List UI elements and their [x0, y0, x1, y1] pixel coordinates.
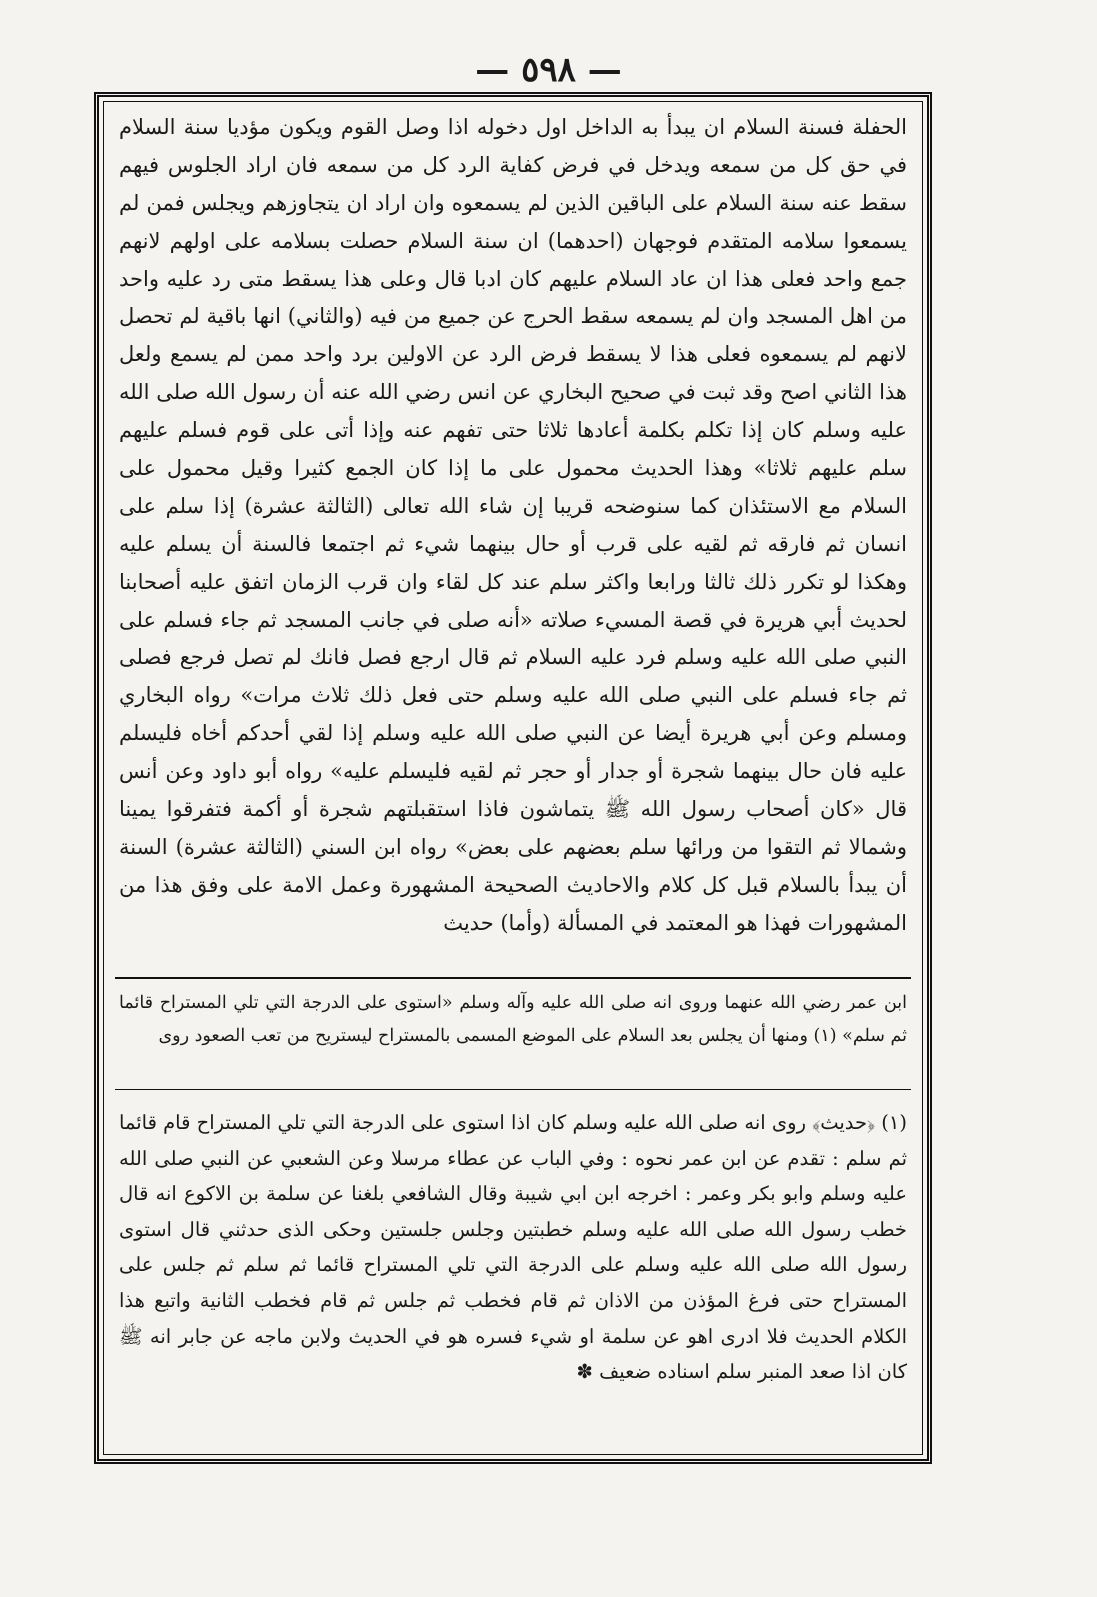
continuation-text-block — [119, 987, 907, 1073]
page-frame — [94, 92, 932, 1464]
footnote-block — [119, 1105, 907, 1445]
page-number: — ٥٩٨ — — [475, 50, 622, 90]
footnote-text: (١) ﴿حديث﴾ روى انه صلى الله عليه وسلم كان اذا استوى على الدرجة التي تلي المستراح قام قائما ثم سلم : تقدم عن ابن عمر نحوه : وفي الباب عن عطاء مرسلا وعن الشعبي عن النبي صلى الله عليه وسلم وابو بكر وعمر : اخرجه ابن ابي شيبة وقال الشافعي بلغنا عن سلمة بن الاكوع انه قال خطب رسول الله صلى الله عليه وسلم خطبتين وجلس جلستين وحكى الذى حدثني قال استوى رسول الله صلى الله عليه وسلم على الدرجة التي تلي المستراح قائما ثم سلم ثم جلس على المستراح حتى فرغ المؤذن من الاذان ثم قام فخطب ثم جلس ثم قام فخطب الثانية واتبع هذا الكلام الحديث فلا ادرى اهو عن سلمة او شيء فسره هو في الحديث ولابن ماجه عن جابر انه ﷺ كان اذا صعد المنبر سلم اسناده ضعيف ✽ — [119, 1111, 907, 1384]
continuation-text: ابن عمر رضي الله عنهما وروى انه صلى الله عليه وآله وسلم «استوى على الدرجة التي تلي المستراح قائما ثم سلم» (١) ومنها أن يجلس بعد السلام على الموضع المسمى بالمستراح ليستريح من تعب الصعود روى — [119, 993, 907, 1047]
footnote-divider — [115, 1089, 911, 1090]
main-divider — [115, 977, 911, 979]
main-text-block — [119, 109, 907, 963]
main-text: الحفلة فسنة السلام ان يبدأ به الداخل اول دخوله اذا وصل القوم ويكون مؤديا سنة السلام في حق كل من سمعه ويدخل في فرض كفاية الرد كل من سمعه فان اراد الجلوس فيهم سقط عنه سنة السلام على الباقين الذين لم يسمعوه وان اراد ان يتجاوزهم ويجلس فمن لم يسمعوا سلامه المتقدم فوجهان (احدهما) ان سنة السلام حصلت بسلامه على اولهم لانهم جمع واحد فعلى هذا ان عاد السلام عليهم كان ادبا قال وعلى هذا يسقط متى رد عليه واحد من اهل المسجد وان لم يسمعه سقط الحرج عن جميع من فيه (والثاني) انها باقية لم تحصل لانهم لم يسمعوه فعلى هذا لا يسقط فرض الرد عن الاولين برد واحد ممن لم يسمع ولعل هذا الثاني اصح وقد ثبت في صحيح البخاري عن انس رضي الله عنه أن رسول الله صلى الله عليه وسلم كان إذا تكلم بكلمة أعادها ثلاثا حتى تفهم عنه وإذا أتى على قوم فسلم عليهم سلم عليهم ثلاثا» وهذا الحديث محمول على ما إذا كان الجمع كثيرا وقيل محمول على السلام مع الاستئذان كما سنوضحه قريبا إن شاء الله تعالى (الثالثة عشرة) إذا سلم على انسان ثم فارقه ثم لقيه على قرب أو حال بينهما شيء ثم اجتمعا فالسنة أن يسلم عليه وهكذا لو تكرر ذلك ثالثا ورابعا واكثر سلم عند كل لقاء وان قرب الزمان اتفق عليه أصحابنا لحديث أبي هريرة في قصة المسيء صلاته «أنه صلى في جانب المسجد ثم جاء فسلم على النبي صلى الله عليه وسلم فرد عليه السلام ثم قال ارجع فصل فانك لم تصل فرجع فصلى ثم جاء فسلم على النبي صلى الله عليه وسلم حتى فعل ذلك ثلاث مرات» رواه البخاري ومسلم وعن أبي هريرة أيضا عن النبي صلى الله عليه وسلم إذا لقي أحدكم أخاه فليسلم عليه فان حال بينهما شجرة أو جدار أو حجر ثم لقيه فليسلم عليه» رواه أبو داود وعن أنس قال «كان أصحاب رسول الله ﷺ يتماشون فاذا استقبلتهم شجرة أو أكمة فتفرقوا يمينا وشمالا ثم التقوا من ورائها سلم بعضهم على بعض» رواه ابن السني (الثالثة عشرة) السنة أن يبدأ بالسلام قبل كل كلام والاحاديث الصحيحة المشهورة وعمل الامة على وفق هذا من المشهورات فهذا هو المعتمد في المسألة (وأما) حديث — [119, 115, 907, 935]
